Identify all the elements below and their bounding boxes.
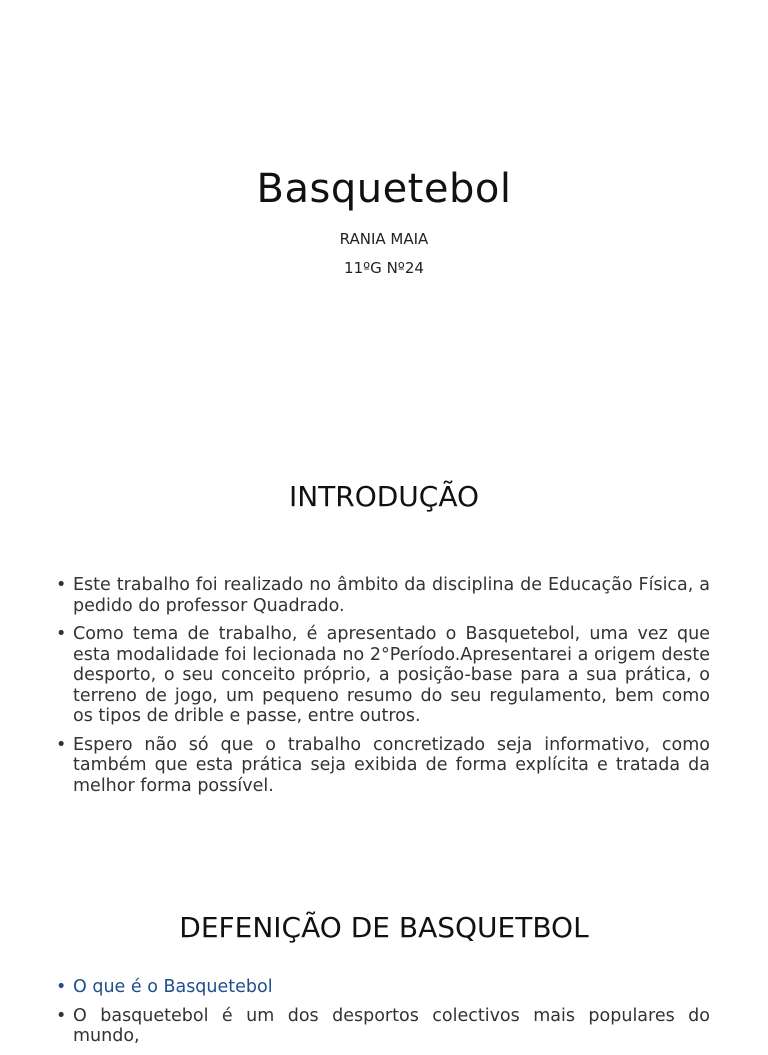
definition-bullet bbox=[56, 977, 710, 998]
intro-bullet bbox=[56, 735, 710, 797]
definition-bullet-list bbox=[56, 977, 710, 1055]
intro-bullet bbox=[56, 575, 710, 616]
intro-bullet bbox=[56, 624, 710, 727]
bullet-text: Como tema de trabalho, é apresentado o Basquetebol, uma vez que esta modalidade foi lecionada no 2°Período.Apresentarei a origem deste desporto, o seu conceito próprio, a posição-base para a sua prática, o terreno de jogo, um pequeno resumo do seu regulamento, bem como os tipos de drible e passe, entre outros. bbox=[73, 624, 710, 726]
bullet-icon: • bbox=[56, 734, 67, 755]
bullet-icon: • bbox=[56, 575, 67, 595]
definition-title: DEFENIÇÃO DE BASQUETBOL bbox=[179, 911, 589, 944]
bullet-text: O que é o Basquetebol bbox=[73, 977, 273, 997]
bullet-icon: • bbox=[56, 977, 67, 997]
author-name: RANIA MAIA bbox=[339, 230, 429, 248]
presentation-title: Basquetebol bbox=[256, 166, 512, 212]
class-number: 11ºG Nº24 bbox=[344, 259, 424, 277]
bullet-icon: • bbox=[56, 624, 67, 644]
bullet-text: O basquetebol é um dos desportos colectivos mais populares do mundo, bbox=[73, 1005, 710, 1046]
bullet-icon: • bbox=[56, 1005, 67, 1026]
bullet-text: Espero não só que o trabalho concretizado seja informativo, como também que esta prática seja exibida de forma explícita e tratada da melhor forma possível. bbox=[73, 734, 710, 796]
bullet-text: Este trabalho foi realizado no âmbito da disciplina de Educação Física, a pedido do professor Quadrado. bbox=[73, 575, 710, 616]
intro-title: INTRODUÇÃO bbox=[288, 480, 480, 513]
intro-bullet-list bbox=[56, 575, 710, 804]
definition-bullet bbox=[56, 1006, 710, 1047]
